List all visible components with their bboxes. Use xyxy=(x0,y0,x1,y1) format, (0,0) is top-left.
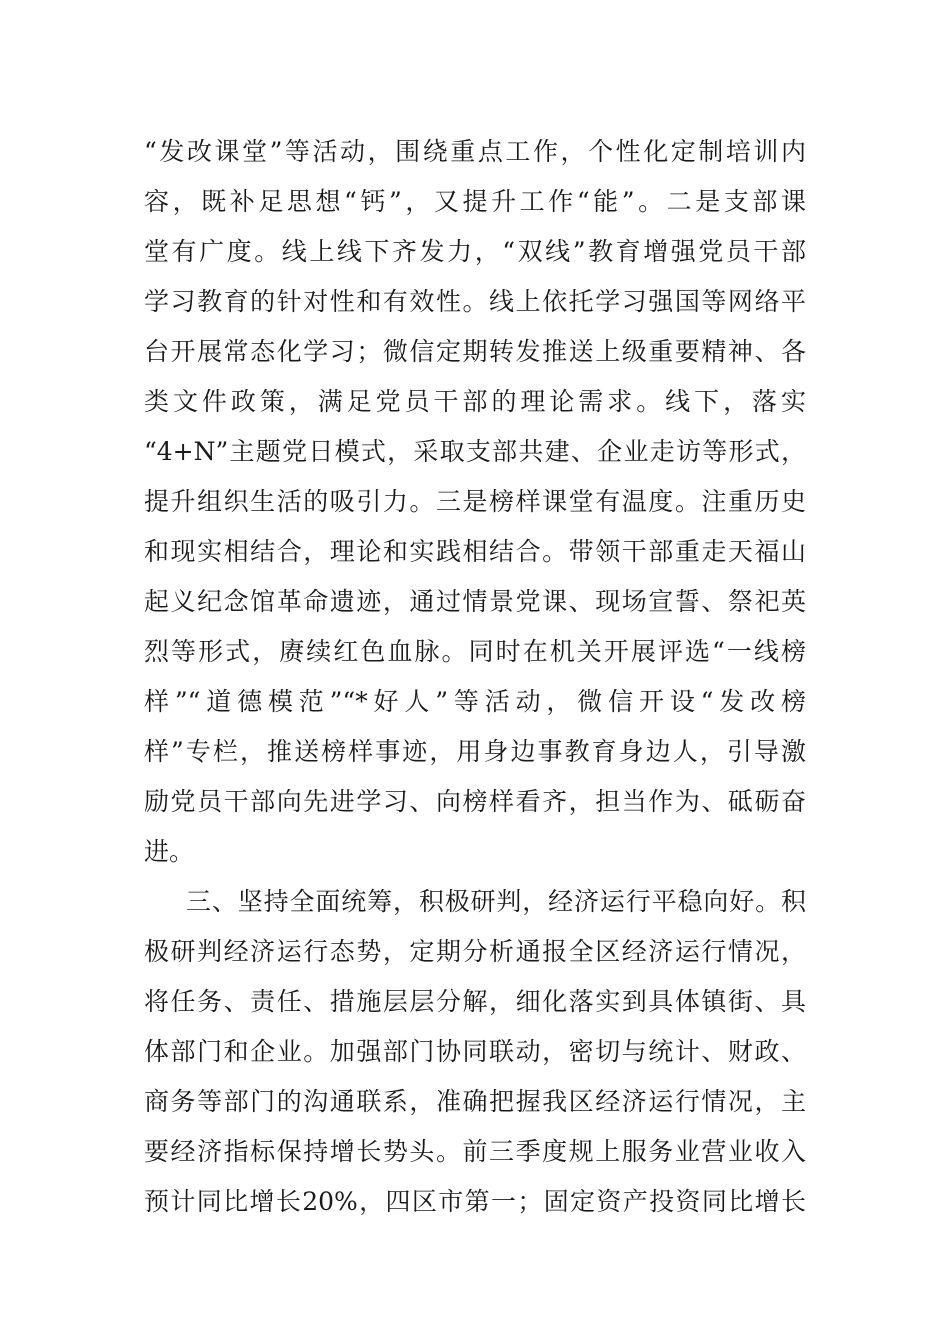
text-line: 励党员干部向先进学习、向榜样看齐，担当作为、砥砺奋 xyxy=(144,787,806,816)
text-line: 烈等形式，赓续红色血脉。同时在机关开展评选“一线榜 xyxy=(144,637,806,666)
text-line: 商务等部门的沟通联系，准确把握我区经济运行情况，主 xyxy=(144,1087,806,1116)
text-line: 样”“道德模范”“*好人”等活动，微信开设“发改榜 xyxy=(144,687,806,716)
text-line: “4+N”主题党日模式，采取支部共建、企业走访等形式， xyxy=(144,437,806,466)
text-line: “发改课堂”等活动，围绕重点工作，个性化定制培训内 xyxy=(144,137,806,166)
text-line: 预计同比增长20%，四区市第一；固定资产投资同比增长 xyxy=(144,1187,806,1216)
text-line: 容，既补足思想“钙”，又提升工作“能”。二是支部课 xyxy=(144,187,806,216)
text-line: 起义纪念馆革命遗迹，通过情景党课、现场宣誓、祭祀英 xyxy=(144,587,806,616)
text-line: 进。 xyxy=(144,837,195,866)
text-line: 和现实相结合，理论和实践相结合。带领干部重走天福山 xyxy=(144,537,806,566)
text-line: 提升组织生活的吸引力。三是榜样课堂有温度。注重历史 xyxy=(144,487,806,516)
text-line: 类文件政策，满足党员干部的理论需求。线下，落实 xyxy=(144,387,806,416)
text-line: 堂有广度。线上线下齐发力，“双线”教育增强党员干部 xyxy=(144,237,806,266)
text-line: 将任务、责任、措施层层分解，细化落实到具体镇街、具 xyxy=(144,987,806,1016)
text-line: 学习教育的针对性和有效性。线上依托学习强国等网络平 xyxy=(144,287,806,316)
text-line: 体部门和企业。加强部门协同联动，密切与统计、财政、 xyxy=(144,1037,806,1066)
text-line: 要经济指标保持增长势头。前三季度规上服务业营业收入 xyxy=(144,1137,806,1166)
text-line: 极研判经济运行态势，定期分析通报全区经济运行情况， xyxy=(144,937,806,966)
text-line: 台开展常态化学习；微信定期转发推送上级重要精神、各 xyxy=(144,337,806,366)
text-line: 样”专栏，推送榜样事迹，用身边事教育身边人，引导激 xyxy=(144,737,806,766)
section-heading-line: 三、坚持全面统筹，积极研判，经济运行平稳向好。积 xyxy=(186,887,806,916)
